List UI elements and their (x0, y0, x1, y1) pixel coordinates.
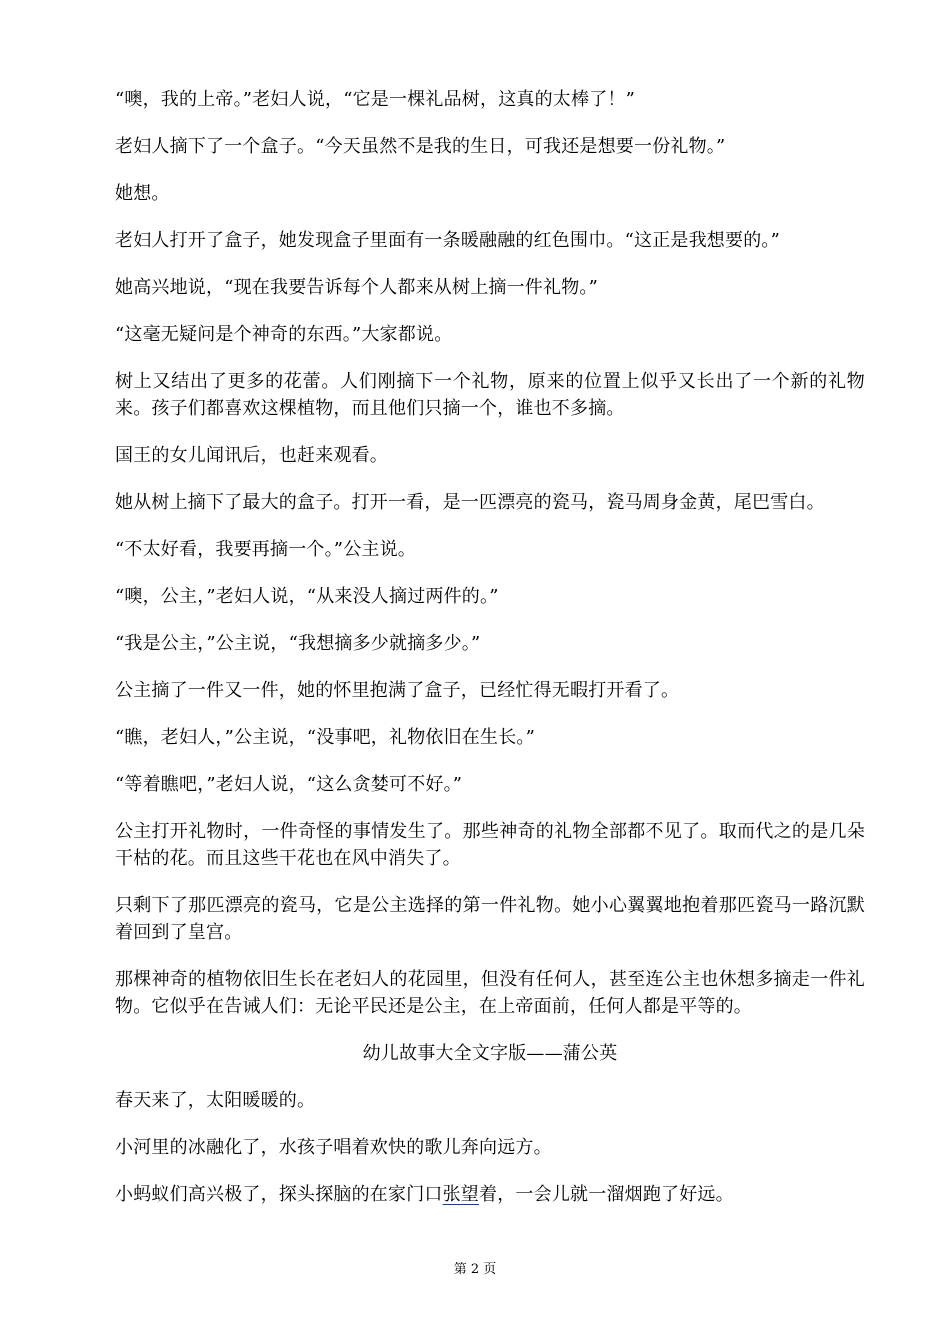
paragraph-5: 她高兴地说，“现在我要告诉每个人都来从树上摘一件礼物。” (115, 277, 599, 298)
underlined-word-link[interactable]: 张望 (442, 1184, 480, 1205)
paragraph-6: “这毫无疑问是个神奇的东西。”大家都说。 (115, 324, 453, 345)
paragraph-4: 老妇人打开了盒子，她发现盒子里面有一条暖融融的红色围巾。“这正是我想要的。” (115, 230, 781, 251)
paragraph-3: 她想。 (115, 183, 170, 204)
page-number-footer: 第 2 页 (453, 1262, 497, 1277)
paragraph-1: “噢，我的上帝。”老妇人说，“它是一棵礼品树，这真的太棒了！” (115, 89, 636, 110)
paragraph-11: “噢，公主，”老妇人说，“从来没人摘过两件的。” (115, 586, 499, 607)
paragraph-17: 只剩下了那匹漂亮的瓷马，它是公主选择的第一件礼物。她小心翼翼地抱着那匹瓷马一路沉默着回到了皇宫。 (115, 895, 865, 943)
story2-paragraph-1: 春天来了，太阳暖暖的。 (115, 1090, 316, 1111)
paragraph-text-after: 着，一会儿就一溜烟跑了好远。 (479, 1184, 734, 1205)
section-title: 幼儿故事大全文字版——蒲公英 (362, 1043, 618, 1064)
paragraph-13: 公主摘了一件又一件，她的怀里抱满了盒子，已经忙得无暇打开看了。 (115, 680, 680, 701)
paragraph-10: “不太好看，我要再摘一个。”公主说。 (115, 539, 417, 560)
paragraph-8: 国王的女儿闻讯后，也赶来观看。 (115, 445, 388, 466)
page-content (115, 86, 865, 1228)
paragraph-18: 那棵神奇的植物依旧生长在老妇人的花园里，但没有任何人，甚至连公主也休想多摘走一件礼物。它似乎在告诫人们：无论平民还是公主，在上帝面前，任何人都是平等的。 (115, 969, 865, 1017)
paragraph-16: 公主打开礼物时，一件奇怪的事情发生了。那些神奇的礼物全部都不见了。取而代之的是几朵干枯的花。而且这些干花也在风中消失了。 (115, 821, 865, 869)
paragraph-15: “等着瞧吧，”老妇人说，“这么贪婪可不好。” (115, 774, 463, 795)
paragraph-2: 老妇人摘下了一个盒子。“今天虽然不是我的生日，可我还是想要一份礼物。” (115, 136, 726, 157)
paragraph-12: “我是公主，”公主说，“我想摘多少就摘多少。” (115, 633, 481, 654)
paragraph-text-before: 小蚂蚁们高兴极了，探头探脑的在家门口 (115, 1184, 443, 1205)
story2-paragraph-3 (115, 1181, 865, 1208)
story2-paragraph-2: 小河里的冰融化了，水孩子唱着欢快的歌儿奔向远方。 (115, 1137, 552, 1158)
paragraph-9: 她从树上摘下了最大的盒子。打开一看，是一匹漂亮的瓷马，瓷马周身金黄，尾巴雪白。 (115, 492, 825, 513)
paragraph-7: 树上又结出了更多的花蕾。人们刚摘下一个礼物，原来的位置上似乎又长出了一个新的礼物来。孩子们都喜欢这棵植物，而且他们只摘一个，谁也不多摘。 (115, 371, 865, 419)
paragraph-14: “瞧，老妇人，”公主说，“没事吧，礼物依旧在生长。” (115, 727, 536, 748)
